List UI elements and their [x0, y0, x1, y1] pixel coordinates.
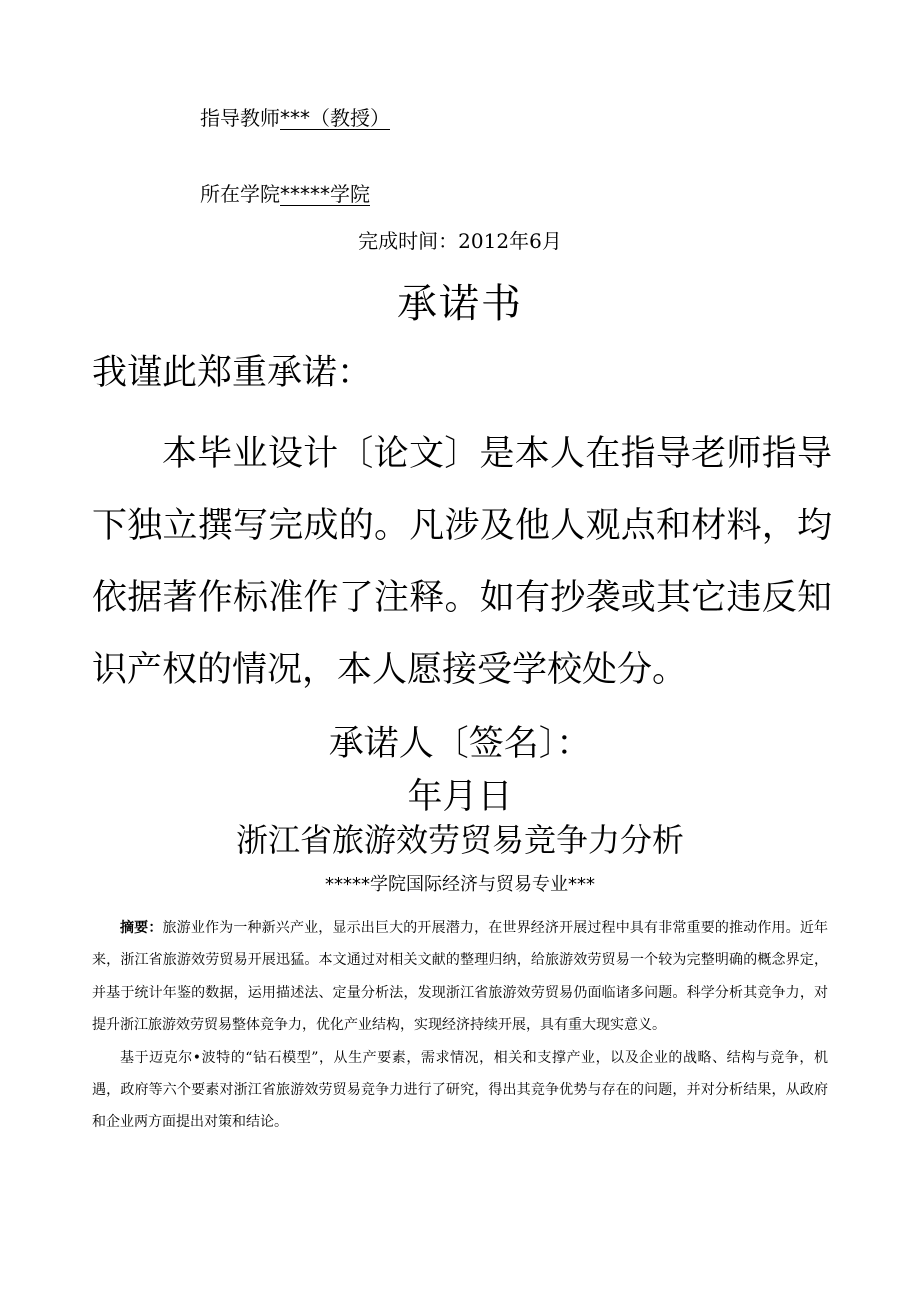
pledge-signer-label: 承诺人〔签名〕： [328, 724, 592, 764]
pledge-date-label: 年月日 [407, 777, 513, 817]
pledge-title: 承诺书 [397, 281, 523, 327]
college-value: *****学院 [280, 182, 370, 206]
completion-year: 2012 [458, 229, 510, 253]
pledge-body: 本毕业设计〔论文〕是本人在指导老师指导下独立撰写完成的。凡涉及他人观点和材料，均依据著作标准作了注释。如有抄袭或其它违反知识产权的情况，本人愿接受学校处分。 [92, 434, 832, 690]
pledge-intro: 我谨此郑重承诺： [92, 353, 373, 393]
advisor-value: ***（教授） [280, 106, 390, 130]
abstract [92, 912, 828, 1139]
completion-date-line [0, 225, 920, 257]
college-line [200, 178, 370, 210]
college-label: 所在学院 [200, 182, 280, 206]
abstract-paragraph-1 [92, 912, 828, 1042]
completion-label: 完成时间： [358, 229, 459, 253]
advisor-line [200, 102, 390, 134]
abstract-label: 摘要： [120, 920, 163, 936]
completion-month: 6 [529, 229, 542, 253]
abstract-paragraph-2: 基于迈克尔•波特的“钻石模型”，从生产要素，需求情况，相关和支撑产业，以及企业的战略、结构与竞争，机遇，政府等六个要素对浙江省旅游效劳贸易竞争力进行了研究，得出其竞争优势与存在的问题，并对分析结果，从政府和企业两方面提出对策和结论。 [92, 1049, 828, 1131]
abstract-text-1: 旅游业作为一种新兴产业，显示出巨大的开展潜力，在世界经济开展过程中具有非常重要的推动作用。近年来，浙江省旅游效劳贸易开展迅猛。本文通过对相关文献的整理归纳，给旅游效劳贸易一个较为完整明确的概念界定，并基于统计年鉴的数据，运用描述法、定量分析法，发现浙江省旅游效劳贸易仍面临诸多问题。科学分析其竞争力，对提升浙江旅游效劳贸易整体竞争力，优化产业结构，实现经济持续开展，具有重大现实意义。 [92, 920, 829, 1034]
advisor-label: 指导教师 [200, 106, 280, 130]
completion-month-unit: 月 [541, 229, 562, 253]
paper-title: 浙江省旅游效劳贸易竞争力分析 [235, 821, 684, 859]
completion-year-unit: 年 [509, 229, 530, 253]
author-line: *****学院国际经济与贸易专业*** [325, 874, 595, 895]
